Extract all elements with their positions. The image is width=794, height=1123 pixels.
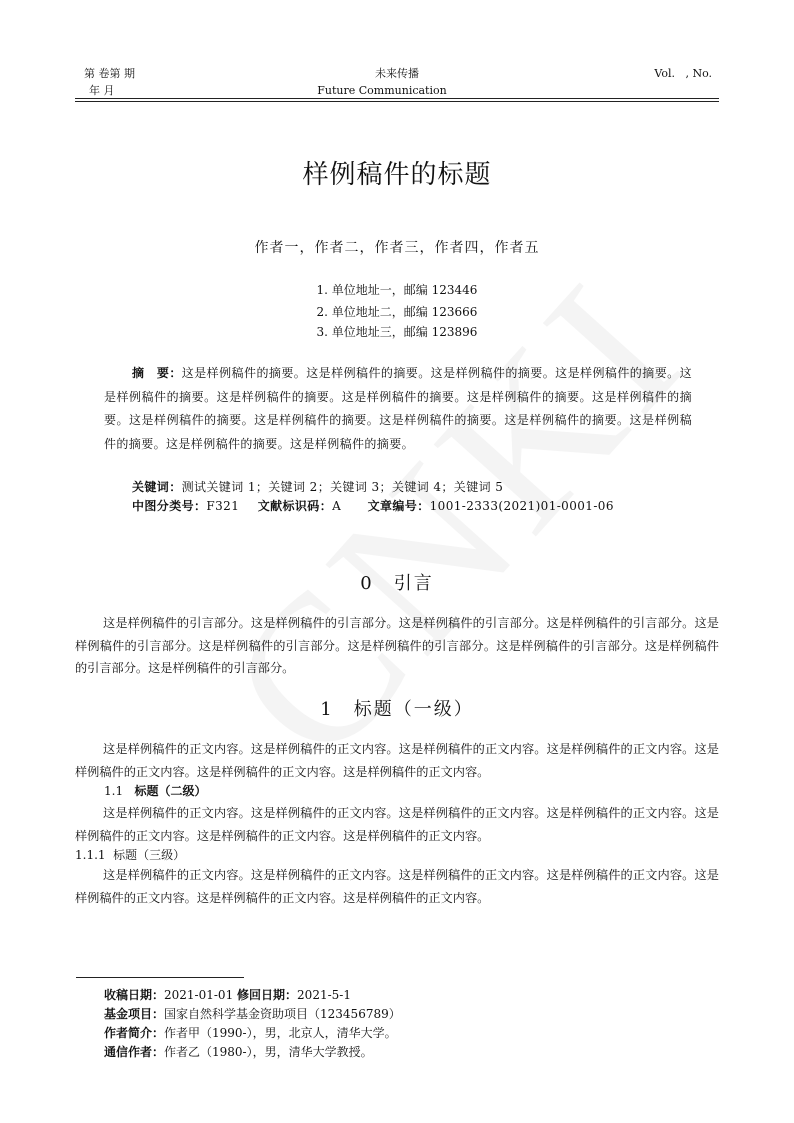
footnote-fund [104,1004,401,1024]
header-volume: Vol. , No. [654,67,712,80]
fund-value: 国家自然科学基金资助项目（123456789） [164,1007,401,1021]
affiliation-3: 3. 单位地址三，邮编 123896 [316,325,478,339]
bio-value: 作者甲（1990-），男，北京人，清华大学。 [164,1026,397,1040]
paper-title: 样例稿件的标题 [302,160,492,190]
section-heading-1: 1 标题（一级） [320,699,474,720]
doc-code-label: 文献标识码： [257,499,333,513]
header-issue: 第 卷第 期 [84,67,135,80]
corresponding-value: 作者乙（1980-），男，清华大学教授。 [164,1045,373,1059]
clc-value: F321 [206,499,240,513]
article-number-value: 1001-2333(2021)01-0001-06 [429,499,614,513]
subsubsection-heading-1-1-1: 1.1.1 标题（三级） [75,848,186,862]
subsection-number: 1.1 [104,784,124,798]
affiliation-1: 1. 单位地址一，邮编 123446 [316,283,478,297]
footnote-dates [104,985,351,1005]
abstract-label: 摘 要： [132,366,182,380]
corresponding-label: 通信作者： [104,1045,165,1059]
header-rule [75,98,719,99]
subsection-title: 标题（二级） [134,784,207,798]
header-rule-thin [75,101,719,102]
section-heading-intro: 0 引言 [360,573,434,594]
header-journal-en-text: Future Communication [317,84,447,97]
subsection-heading-1-1 [104,781,207,801]
classification-line [132,495,692,519]
clc-label: 中图分类号： [132,499,207,513]
bio-label: 作者简介： [104,1026,165,1040]
author-list: 作者一，作者二，作者三，作者四，作者五 [254,240,540,256]
header-date: 年 月 [89,84,115,97]
section-1-paragraph: 这是样例稿件的正文内容。这是样例稿件的正文内容。这是样例稿件的正文内容。这是样例稿件的正文内容。这是样例稿件的正文内容。这是样例稿件的正文内容。这是样例稿件的正文内容。 [75,742,719,779]
article-number-label: 文章编号： [367,499,430,513]
intro-paragraph: 这是样例稿件的引言部分。这是样例稿件的引言部分。这是样例稿件的引言部分。这是样例稿件的引言部分。这是样例稿件的引言部分。这是样例稿件的引言部分。这是样例稿件的引言部分。这是样例稿件的引言部分。这是样例稿件的引言部分。这是样例稿件的引言部分。 [75,616,719,675]
revised-label: 修回日期： [237,988,298,1002]
footnote-author-bio [104,1023,397,1043]
abstract [104,362,692,456]
fund-label: 基金项目： [104,1007,165,1021]
received-label: 收稿日期： [104,988,165,1002]
footnote-rule [76,977,244,978]
received-date: 2021-01-01 [164,988,234,1002]
affiliation-2: 2. 单位地址二，邮编 123666 [316,305,478,319]
revised-date: 2021-5-1 [297,988,351,1002]
abstract-text: 这是样例稿件的摘要。这是样例稿件的摘要。这是样例稿件的摘要。这是样例稿件的摘要。这是样例稿件的摘要。这是样例稿件的摘要。这是样例稿件的摘要。这是样例稿件的摘要。这是样例稿件的摘要。这是样例稿件的摘要。这是样例稿件的摘要。这是样例稿件的摘要。这是样例稿件的摘要。这是样例稿件的摘要。这是样例稿件的摘要。这是样例稿件的摘要。 [104,366,692,451]
footnote-corresponding-author [104,1042,373,1062]
doc-code-value: A [332,499,342,513]
keywords-text: 测试关键词 1；关键词 2；关键词 3；关键词 4；关键词 5 [181,480,504,494]
keywords-label: 关键词： [132,480,182,494]
subsubsection-paragraph: 这是样例稿件的正文内容。这是样例稿件的正文内容。这是样例稿件的正文内容。这是样例稿件的正文内容。这是样例稿件的正文内容。这是样例稿件的正文内容。这是样例稿件的正文内容。 [75,868,719,905]
header-journal-en [0,84,764,98]
header-journal-cn: 未来传播 [375,67,419,80]
subsection-1-1-paragraph: 这是样例稿件的正文内容。这是样例稿件的正文内容。这是样例稿件的正文内容。这是样例稿件的正文内容。这是样例稿件的正文内容。这是样例稿件的正文内容。这是样例稿件的正文内容。 [75,806,719,843]
